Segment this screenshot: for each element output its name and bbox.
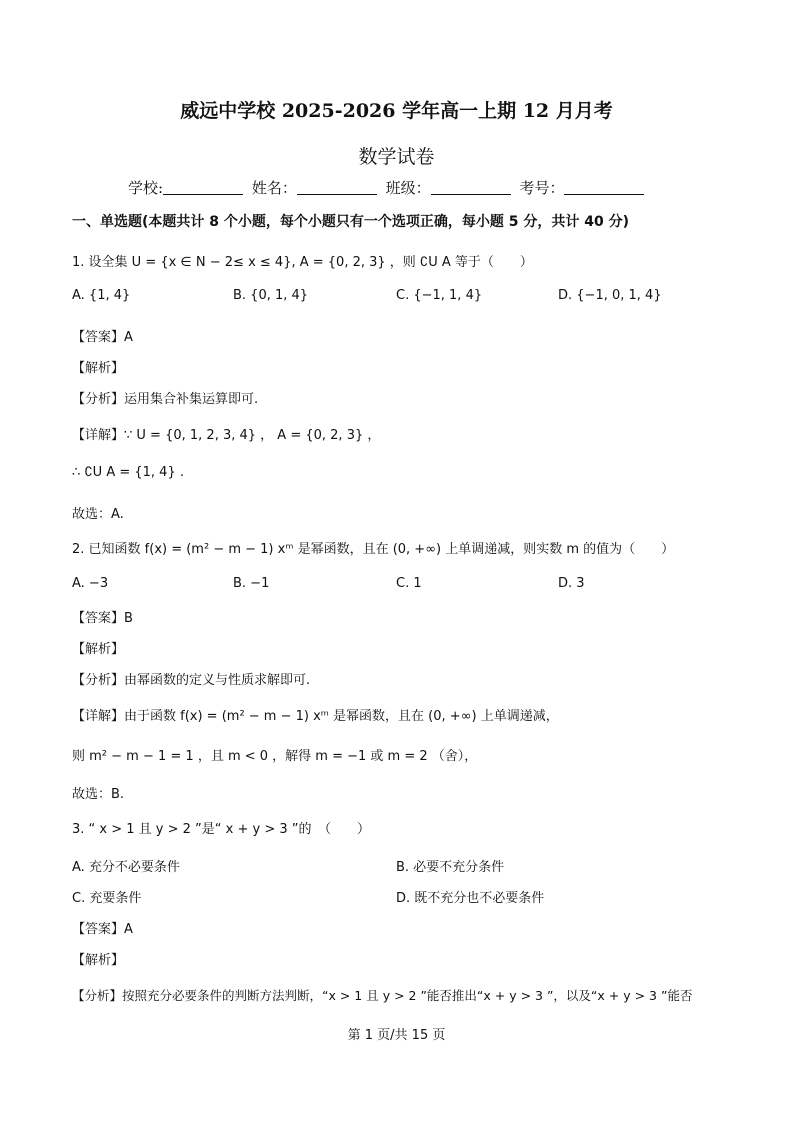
- q1-option-c: C. {−1, 1, 4}: [396, 288, 483, 303]
- q2-xiangjie: 【详解】由于函数 f(x) = (m² − m − 1) xᵐ 是幂函数，且在 (0, +∞) 上单调递减，: [72, 709, 559, 724]
- q2-option-c: C. 1: [396, 576, 422, 591]
- q1-analysis-label: 【解析】: [72, 361, 125, 376]
- q2-choose: 故选：B.: [72, 787, 125, 802]
- q1-fenxi: 【分析】运用集合补集运算即可.: [72, 392, 259, 407]
- q3-analysis-label: 【解析】: [72, 953, 125, 968]
- q1-option-b: B. {0, 1, 4}: [233, 288, 309, 303]
- q3-option-c: C. 充要条件: [72, 891, 142, 906]
- q3-option-a: A. 充分不必要条件: [72, 860, 180, 875]
- q3-option-d: D. 既不充分也不必要条件: [396, 891, 545, 906]
- q2-answer: 【答案】B: [72, 611, 133, 626]
- q2-then: 则 m² − m − 1 = 1 ，且 m < 0 ，解得 m = −1 或 m = 2 （舍），: [72, 749, 478, 764]
- section-heading: 一、单选题(本题共计 8 个小题，每个小题只有一个选项正确，每小题 5 分，共计 40 分): [72, 214, 630, 230]
- page-footer: 第 1 页/共 15 页: [347, 1028, 446, 1043]
- q2-analysis-label: 【解析】: [72, 642, 125, 657]
- q1-option-a: A. {1, 4}: [72, 288, 131, 303]
- q1-choose: 故选：A.: [72, 507, 124, 522]
- q3-answer: 【答案】A: [72, 922, 133, 937]
- class-label: 班级：: [385, 179, 431, 197]
- q1-answer: 【答案】A: [72, 330, 133, 345]
- name-blank: [297, 180, 377, 195]
- q2-fenxi: 【分析】由幂函数的定义与性质求解即可.: [72, 673, 311, 688]
- class-blank: [431, 180, 511, 195]
- exam-title: 威远中学校 2025-2026 学年高一上期 12 月月考: [180, 100, 613, 122]
- q3-fenxi: 【分析】按照充分必要条件的判断方法判断，“x > 1 且 y > 2 ”能否推出“x + y > 3 ”，以及“x + y > 3 ”能否: [72, 988, 693, 1003]
- school-blank: [163, 180, 243, 195]
- name-label: 姓名：: [251, 179, 297, 197]
- exam-number-label: 考号：: [519, 179, 565, 197]
- exam-number-blank: [564, 180, 644, 195]
- school-label: 学校:: [128, 179, 164, 197]
- q2-option-d: D. 3: [558, 576, 585, 591]
- q1-stem: 1. 设全集 U = {x ∈ N − 2≤ x ≤ 4}, A = {0, 2, 3} ，则 ∁U A 等于（ ）: [72, 255, 533, 270]
- q1-xiangjie: 【详解】∵ U = {0, 1, 2, 3, 4} ， A = {0, 2, 3} ，: [72, 428, 381, 443]
- q1-option-d: D. {−1, 0, 1, 4}: [558, 288, 662, 303]
- student-info-line: [128, 177, 648, 198]
- q2-option-a: A. −3: [72, 576, 109, 591]
- exam-subtitle: 数学试卷: [358, 146, 435, 168]
- q2-option-b: B. −1: [233, 576, 270, 591]
- q3-option-b: B. 必要不充分条件: [396, 860, 505, 875]
- q2-stem: 2. 已知函数 f(x) = (m² − m − 1) xᵐ 是幂函数，且在 (0, +∞) 上单调递减，则实数 m 的值为（ ）: [72, 542, 675, 557]
- q3-stem: 3. “ x > 1 且 y > 2 ”是“ x + y > 3 ”的 （ ）: [72, 822, 370, 837]
- q1-therefore: ∴ ∁U A = {1, 4} .: [72, 465, 184, 480]
